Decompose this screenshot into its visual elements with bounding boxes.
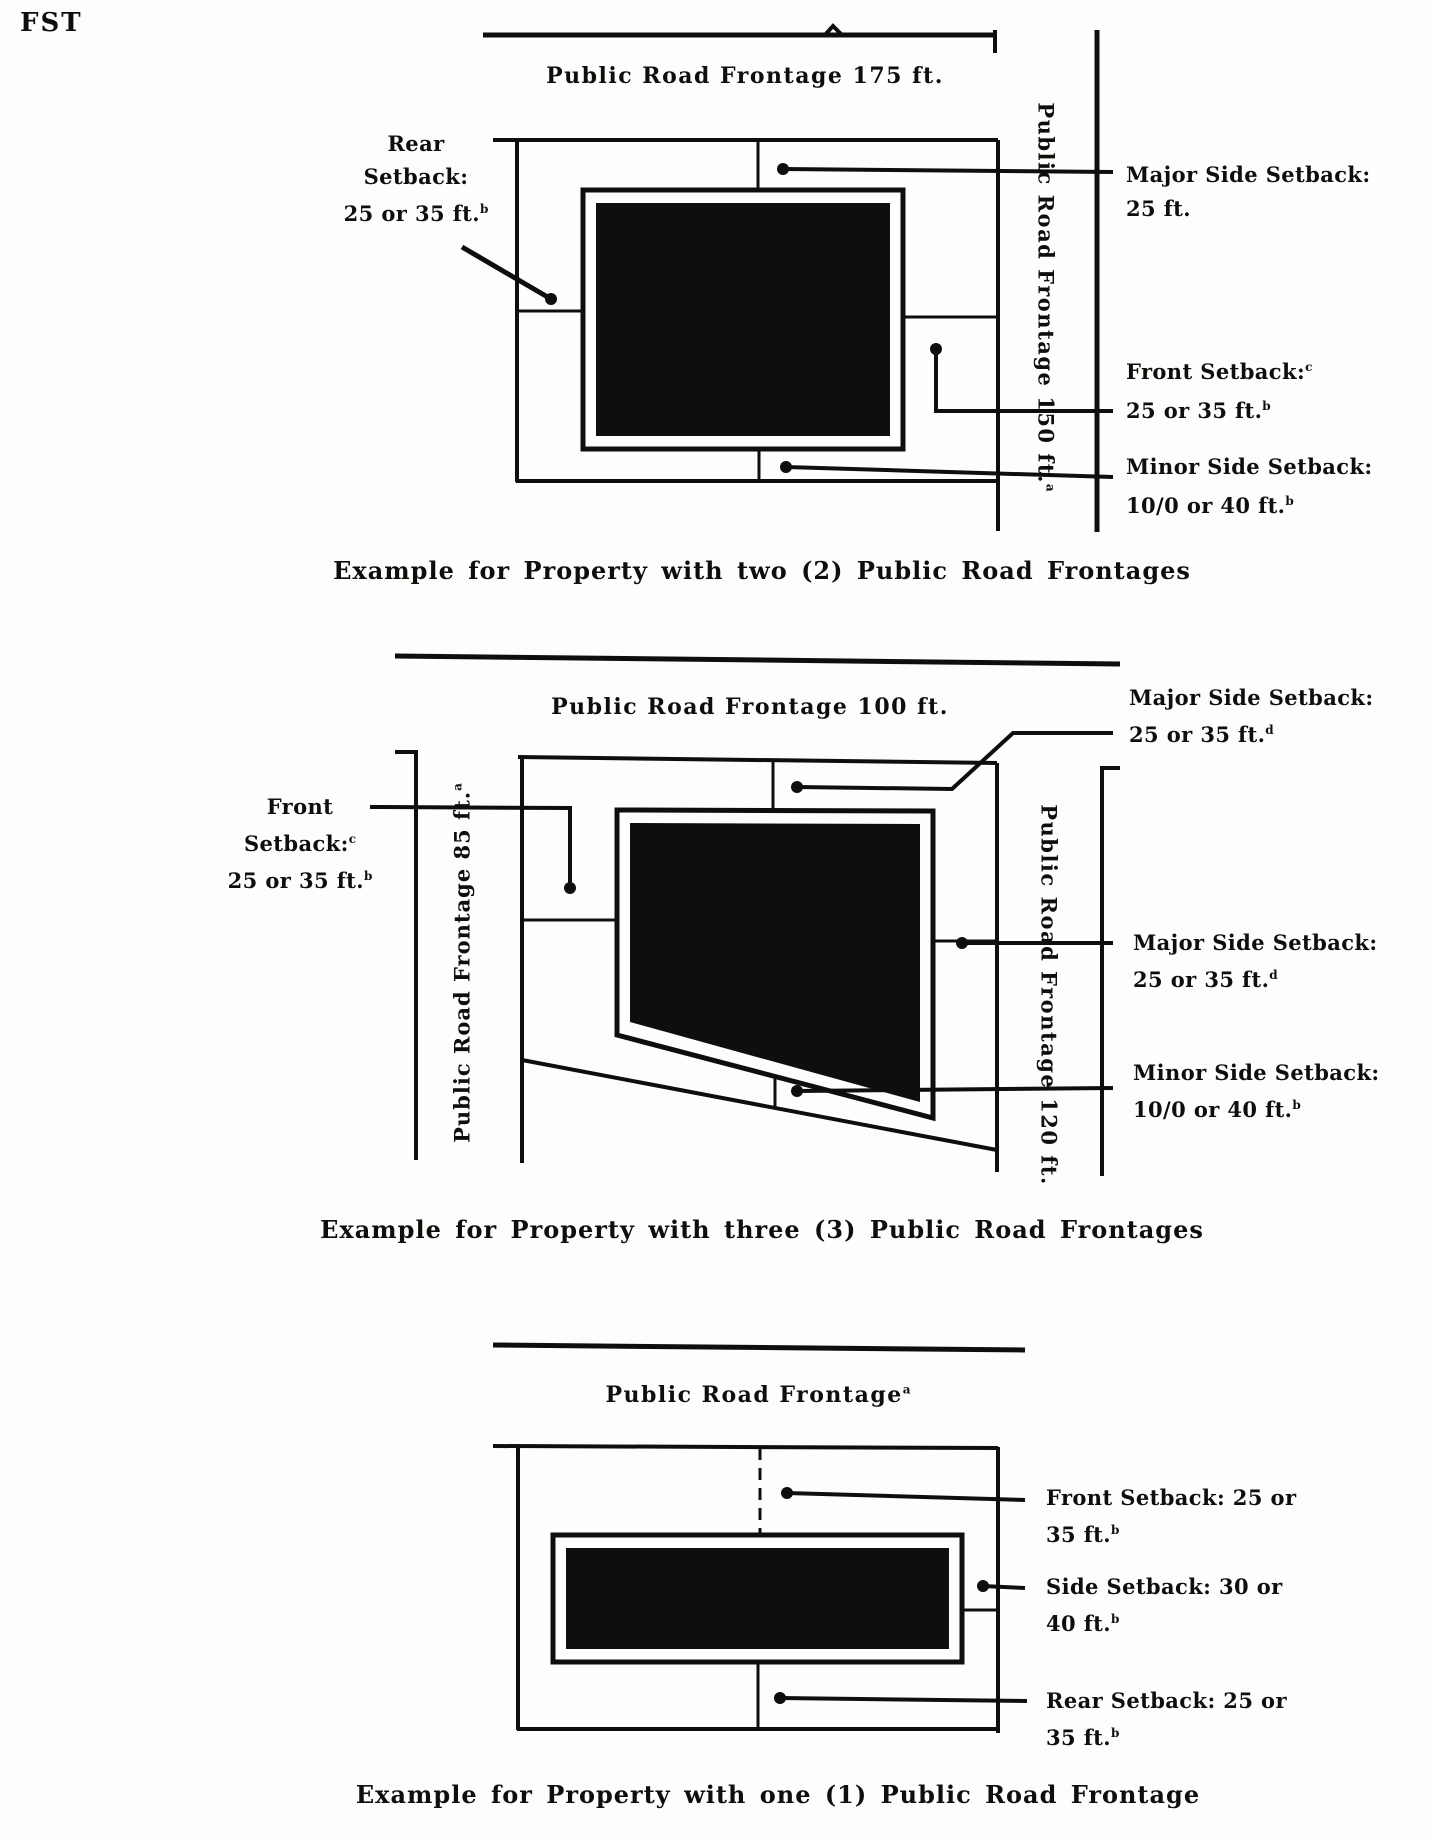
- d2-minor-side-setback-label: Minor Side Setback: 10/0 or 40 ft.$^b$: [1133, 1060, 1380, 1122]
- d2-right-road-frontage-label: Public Road Frontage 120 ft.: [1036, 804, 1062, 1186]
- d3-road-top-line: [493, 1345, 1025, 1350]
- d2-road-right-outer-line: [1102, 768, 1120, 1176]
- d2-building-footprint: [630, 823, 920, 1102]
- d2-left-road-frontage-label: Public Road Frontage 85 ft.$^a$: [449, 783, 475, 1143]
- d3-front-setback-label: Front Setback: 25 or 35 ft.$^b$: [1046, 1485, 1297, 1547]
- d3-front-leader-line: [787, 1493, 1025, 1500]
- d3-building-footprint: [566, 1548, 949, 1649]
- d1-major-leader-line: [783, 169, 1113, 172]
- d1-minor-leader-line: [786, 467, 1113, 477]
- footnote-marker: b: [1285, 494, 1294, 508]
- footnote-marker: b: [363, 869, 373, 883]
- d1-right-road-frontage-label: Public Road Frontage 150 ft.$^a$: [1033, 102, 1059, 492]
- footnote-marker: b: [1262, 399, 1271, 413]
- d1-rear-leader-line: [462, 247, 551, 299]
- d3-side-setback-label: Side Setback: 30 or 40 ft.$^b$: [1046, 1574, 1283, 1636]
- footnote-marker: d: [1265, 723, 1274, 737]
- d2-road-left-outer-line: [395, 752, 416, 1160]
- d2-road-top-line: [395, 656, 1120, 664]
- footnote-marker: b: [479, 202, 489, 216]
- d2-major-side-setback-mid-label: Major Side Setback: 25 or 35 ft.$^d$: [1133, 930, 1378, 992]
- d1-major-side-setback-label: Major Side Setback: 25 ft.: [1126, 162, 1371, 221]
- d2-minor-leader-line: [797, 1088, 1113, 1091]
- d3-property-top-edge: [493, 1446, 998, 1448]
- d1-caption: Example for Property with two (2) Public Road Frontages: [333, 556, 1191, 585]
- d1-rear-setback-label: Rear Setback: 25 or 35 ft.$^b$: [343, 131, 489, 226]
- footnote-marker: b: [1110, 1523, 1120, 1537]
- footnote-marker: c: [348, 832, 357, 846]
- d2-front-setback-label: Front Setback:$^c$ 25 or 35 ft.$^b$: [227, 794, 373, 893]
- d3-rear-leader-line: [780, 1698, 1027, 1701]
- d3-side-leader-line: [983, 1586, 1025, 1588]
- diagram2-linework: [370, 656, 1120, 1176]
- d1-front-leader-line: [936, 349, 1113, 411]
- d1-rear-leader-dot: [545, 293, 557, 305]
- footnote-marker: d: [1269, 968, 1278, 982]
- d3-caption: Example for Property with one (1) Public Road Frontage: [355, 1780, 1201, 1809]
- d2-front-leader-dot: [564, 882, 576, 894]
- diagram1-linework: [462, 26, 1113, 532]
- d1-minor-side-setback-label: Minor Side Setback: 10/0 or 40 ft.$^b$: [1126, 454, 1373, 518]
- d1-building-footprint: [596, 203, 890, 436]
- footnote-marker: b: [1292, 1098, 1301, 1112]
- d1-front-setback-label: Front Setback:$^c$ 25 or 35 ft.$^b$: [1126, 359, 1313, 423]
- page-corner-mark: FST: [20, 8, 83, 38]
- d2-road-frontage-title: Public Road Frontage 100 ft.: [551, 694, 949, 720]
- footnote-marker: c: [1305, 360, 1313, 374]
- d3-rear-setback-label: Rear Setback: 25 or 35 ft.$^b$: [1046, 1688, 1287, 1750]
- d2-major-side-setback-top-label: Major Side Setback: 25 or 35 ft.$^d$: [1129, 685, 1374, 747]
- d2-caption: Example for Property with three (3) Public Road Frontages: [320, 1215, 1204, 1244]
- d1-road-frontage-title: Public Road Frontage 175 ft.: [546, 63, 944, 89]
- footnote-marker: b: [1110, 1612, 1120, 1626]
- d2-property-top-edge: [518, 757, 997, 763]
- footnote-marker: a: [1043, 483, 1058, 492]
- footnote-marker: b: [1110, 1726, 1120, 1740]
- d3-road-frontage-title: Public Road Frontage$^a$: [605, 1382, 911, 1408]
- footnote-marker: a: [450, 783, 465, 791]
- footnote-marker: a: [902, 1382, 911, 1397]
